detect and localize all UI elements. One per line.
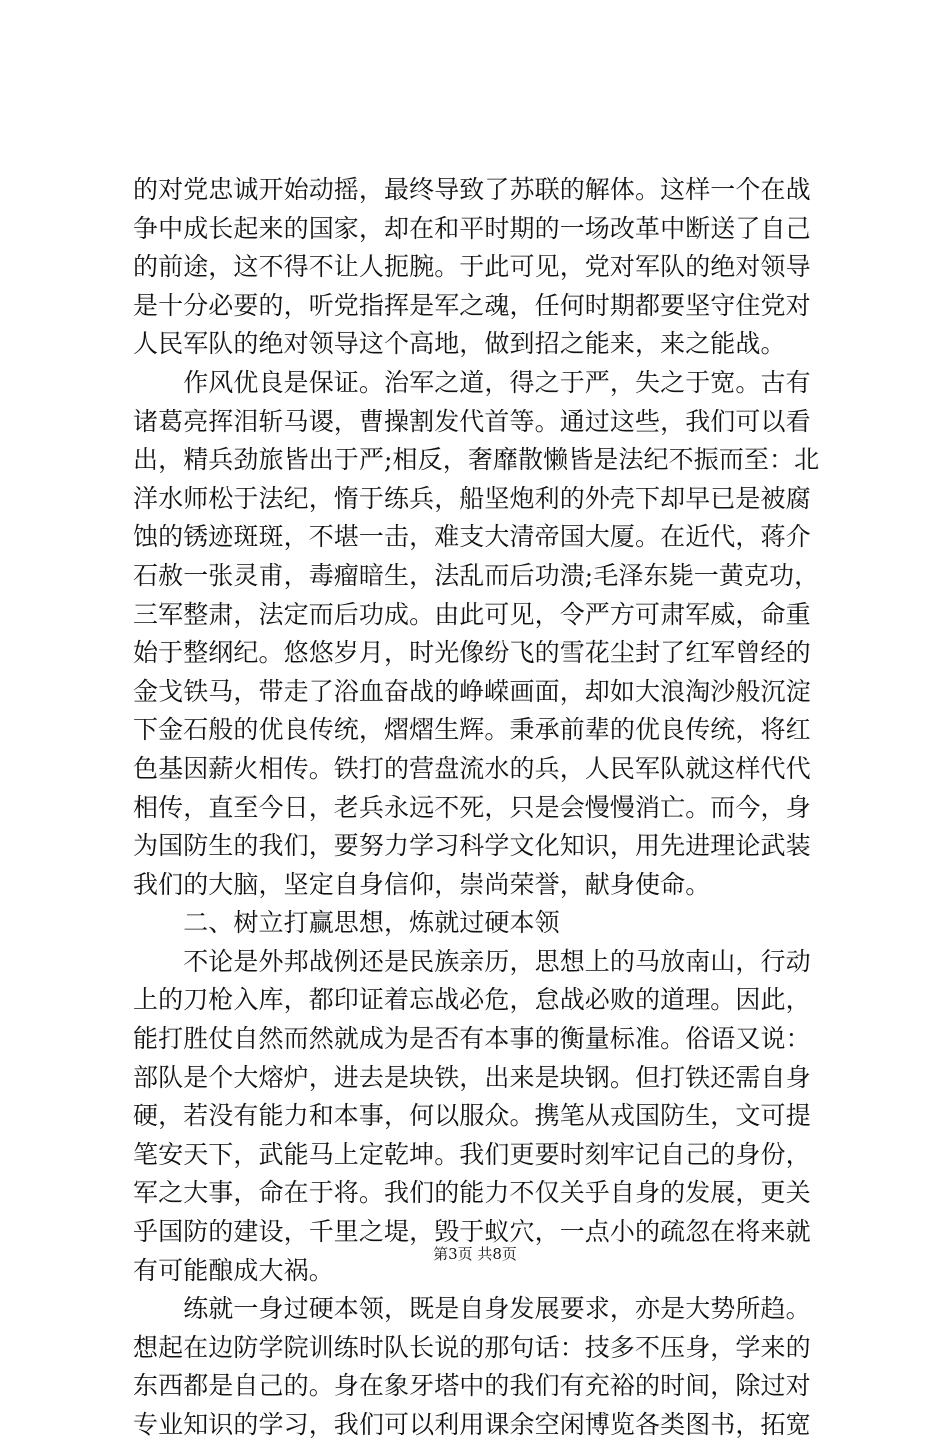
text-line: 笔安天下，武能马上定乾坤。我们更要时刻牢记自己的身份， (133, 1139, 811, 1169)
text-line: 始于整纲纪。悠悠岁月，时光像纷飞的雪花尘封了红军曾经的 (133, 638, 811, 668)
text-line: 人民军队的绝对领导这个高地，做到招之能来，来之能战。 (133, 329, 786, 359)
section-heading: 二、树立打赢思想，炼就过硬本领 (133, 908, 560, 938)
text-line: 军之大事，命在于将。我们的能力不仅关乎自身的发展，更关 (133, 1178, 811, 1208)
text-line: 三军整肃，法定而后功成。由此可见，令严方可肃军威，命重 (133, 599, 811, 629)
text-line: 东西都是自己的。身在象牙塔中的我们有充裕的时间，除过对 (133, 1371, 811, 1401)
text-line: 石赦一张灵甫，毒瘤暗生，法乱而后功溃;毛泽东毙一黄克功， (133, 560, 820, 590)
text-line: 下金石般的优良传统，熠熠生辉。秉承前辈的优良传统，将红 (133, 715, 811, 745)
page-number-footer: 第3页 共8页 (433, 1245, 517, 1263)
text-line: 蚀的锈迹斑斑，不堪一击，难支大清帝国大厦。在近代，蒋介 (133, 522, 811, 552)
text-line: 洋水师松于法纪，惰于练兵，船坚炮利的外壳下却早已是被腐 (133, 483, 811, 513)
text-line: 出，精兵劲旅皆出于严;相反，奢靡散懒皆是法纪不振而至：北 (133, 445, 820, 475)
text-line: 诸葛亮挥泪斩马谡，曹操割发代首等。通过这些，我们可以看 (133, 406, 811, 436)
text-line: 的对党忠诚开始动摇，最终导致了苏联的解体。这样一个在战 (133, 175, 811, 204)
text-line: 不论是外邦战例还是民族亲历，思想上的马放南山，行动 (133, 946, 811, 976)
text-line: 我们的大脑，坚定自身信仰，崇尚荣誉，献身使命。 (133, 869, 711, 899)
text-line: 是十分必要的，听党指挥是军之魂，任何时期都要坚守住党对 (133, 290, 811, 320)
text-line: 专业知识的学习，我们可以利用课余空闲博览各类图书，拓宽 (133, 1410, 811, 1439)
text-line: 练就一身过硬本领，既是自身发展要求，亦是大势所趋。 (133, 1294, 811, 1324)
text-line: 金戈铁马，带走了浴血奋战的峥嵘画面，却如大浪淘沙般沉淀 (133, 676, 811, 706)
text-line: 为国防生的我们，要努力学习科学文化知识，用先进理论武装 (133, 831, 811, 861)
text-line: 色基因薪火相传。铁打的营盘流水的兵，人民军队就这样代代 (133, 753, 811, 783)
text-line: 硬，若没有能力和本事，何以服众。携笔从戎国防生，文可提 (133, 1101, 811, 1131)
text-line: 相传，直至今日，老兵永远不死，只是会慢慢消亡。而今，身 (133, 792, 811, 822)
text-line: 想起在边防学院训练时队长说的那句话：技多不压身，学来的 (133, 1332, 811, 1362)
text-line: 有可能酿成大祸。 (133, 1255, 334, 1285)
text-line: 作风优良是保证。治军之道，得之于严，失之于宽。古有 (133, 367, 811, 397)
text-line: 的前途，这不得不让人扼腕。于此可见，党对军队的绝对领导 (133, 252, 811, 282)
text-line: 能打胜仗自然而然就成为是否有本事的衡量标准。俗语又说： (133, 1024, 811, 1054)
text-line: 部队是个大熔炉，进去是块铁，出来是块钢。但打铁还需自身 (133, 1062, 811, 1092)
text-line: 争中成长起来的国家，却在和平时期的一场改革中断送了自己 (133, 213, 811, 243)
text-line: 上的刀枪入库，都印证着忘战必危，怠战必败的道理。因此， (133, 985, 811, 1015)
text-line: 乎国防的建设，千里之堤，毁于蚁穴，一点小的疏忽在将来就 (133, 1217, 811, 1247)
